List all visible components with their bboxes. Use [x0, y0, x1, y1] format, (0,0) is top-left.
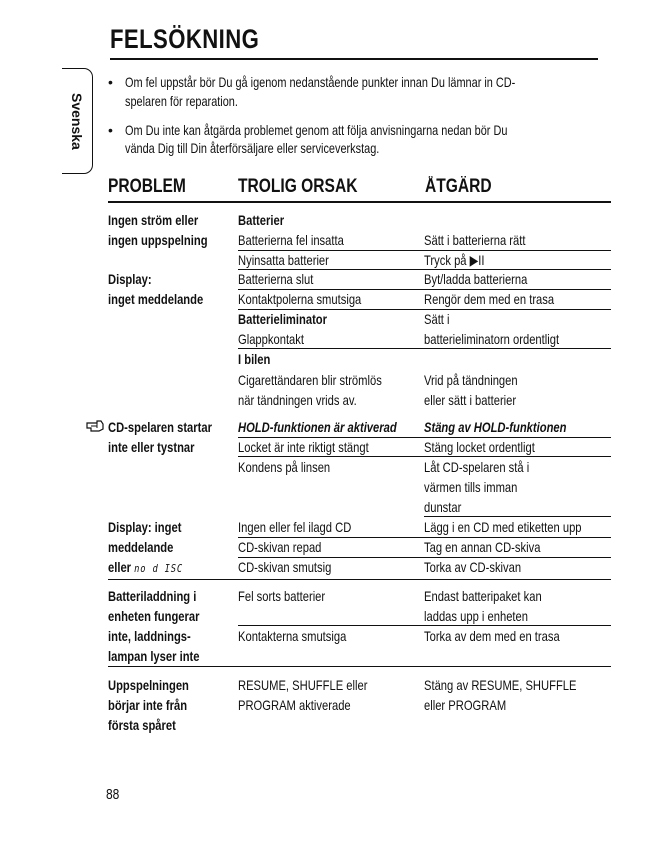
title-rule: [110, 58, 598, 60]
problem-playback-3: första spåret: [108, 717, 176, 733]
cause-row: Kondens på linsen: [238, 459, 331, 475]
action-row: Tryck på ▶II: [424, 252, 485, 268]
action-row: Lägg i en CD med etiketten upp: [424, 519, 582, 535]
cause-row: RESUME, SHUFFLE eller: [238, 677, 368, 693]
problem-charging-4: lampan lyser inte: [108, 648, 200, 664]
page-number: 88: [106, 786, 120, 803]
action-row: eller sätt i batterier: [424, 392, 517, 408]
problem-no-power-1: Ingen ström eller: [108, 212, 199, 228]
cause-row: Cigarettändaren blir strömlös: [238, 372, 382, 388]
cause-row: PROGRAM aktiverade: [238, 697, 351, 713]
problem-no-disc-1: Display: inget: [108, 519, 182, 535]
row-rule: [238, 348, 611, 349]
bullet-1-line-1: Om fel uppstår bör Du gå igenom nedanstående punkter innan Du lämnar in CD-: [125, 74, 516, 90]
action-row: Låt CD-spelaren stå i: [424, 459, 530, 475]
section-separator: [108, 579, 611, 580]
problem-no-disc-2: meddelande: [108, 539, 174, 555]
bullet-1-line-2: spelaren för reparation.: [125, 93, 238, 109]
problem-no-power-4: inget meddelande: [108, 291, 204, 307]
problem-cd-no-start-2: inte eller tystnar: [108, 439, 195, 455]
header-action: ÅTGÄRD: [425, 176, 492, 197]
problem-cd-no-start-1: CD-spelaren startar: [108, 419, 212, 435]
language-tab-label: Svenska: [69, 92, 85, 150]
language-tab: [62, 68, 93, 174]
action-hold: Stäng av HOLD-funktionen: [424, 419, 567, 435]
action-row: dunstar: [424, 499, 462, 515]
cause-row: Batterierna fel insatta: [238, 232, 344, 248]
problem-charging-1: Batteriladdning i: [108, 588, 197, 604]
action-row: Stäng av RESUME, SHUFFLE: [424, 677, 577, 693]
problem-playback-2: börjar inte från: [108, 697, 188, 713]
action-row: batterieliminatorn ordentligt: [424, 331, 560, 347]
page-title: FELSÖKNING: [110, 24, 260, 54]
action-row: Tag en annan CD-skiva: [424, 539, 541, 555]
problem-charging-2: enheten fungerar: [108, 608, 200, 624]
problem-charging-3: inte, laddnings-: [108, 628, 191, 644]
pointing-hand-icon: [86, 419, 104, 433]
section-separator: [108, 666, 611, 667]
cause-row: Kontakterna smutsiga: [238, 628, 347, 644]
cause-row: Ingen eller fel ilagd CD: [238, 519, 352, 535]
action-row: Endast batteripaket kan: [424, 588, 542, 604]
cause-row: CD-skivan repad: [238, 539, 322, 555]
action-row: eller PROGRAM: [424, 697, 507, 713]
cause-row: Kontaktpolerna smutsiga: [238, 291, 362, 307]
bullet-dot-icon: •: [108, 122, 113, 138]
action-row: Byt/ladda batterierna: [424, 271, 528, 287]
cause-group-batteries: Batterier: [238, 212, 285, 228]
header-rule: [108, 201, 611, 203]
cause-row: Batterierna slut: [238, 271, 314, 287]
cause-hold: HOLD-funktionen är aktiverad: [238, 419, 397, 435]
bullet-2-line-2: vända Dig till Din återförsäljare eller serviceverkstag.: [125, 140, 380, 156]
cause-group-eliminator: Batterieliminator: [238, 311, 327, 327]
cause-group-car: I bilen: [238, 351, 271, 367]
cause-row: Nyinsatta batterier: [238, 252, 329, 268]
cause-row: Fel sorts batterier: [238, 588, 326, 604]
lcd-no-disc-text: no d ISC: [134, 562, 183, 575]
action-row: Vrid på tändningen: [424, 372, 518, 388]
header-problem: PROBLEM: [108, 176, 186, 197]
problem-no-power-2: ingen uppspelning: [108, 232, 208, 248]
problem-no-disc-3: [108, 557, 183, 579]
action-row: Sätt i batterierna rätt: [424, 232, 526, 248]
action-row: Stäng locket ordentligt: [424, 439, 535, 455]
cause-row: Glappkontakt: [238, 331, 304, 347]
cause-row: Locket är inte riktigt stängt: [238, 439, 369, 455]
problem-playback-1: Uppspelningen: [108, 677, 189, 693]
header-cause: TROLIG ORSAK: [238, 176, 358, 197]
action-row: värmen tills imman: [424, 479, 518, 495]
action-row: Sätt i: [424, 311, 450, 327]
action-row: Rengör dem med en trasa: [424, 291, 555, 307]
bullet-dot-icon: •: [108, 74, 113, 90]
bullet-2-line-1: Om Du inte kan åtgärda problemet genom att följa anvisningarna nedan bör Du: [125, 122, 508, 138]
action-row: Torka av dem med en trasa: [424, 628, 560, 644]
action-row: laddas upp i enheten: [424, 608, 528, 624]
problem-no-power-3: Display:: [108, 271, 152, 287]
cause-row: CD-skivan smutsig: [238, 559, 332, 575]
cause-row: när tändningen vrids av.: [238, 392, 357, 408]
action-row: Torka av CD-skivan: [424, 559, 522, 575]
problem-no-disc-eller: eller: [108, 559, 132, 575]
